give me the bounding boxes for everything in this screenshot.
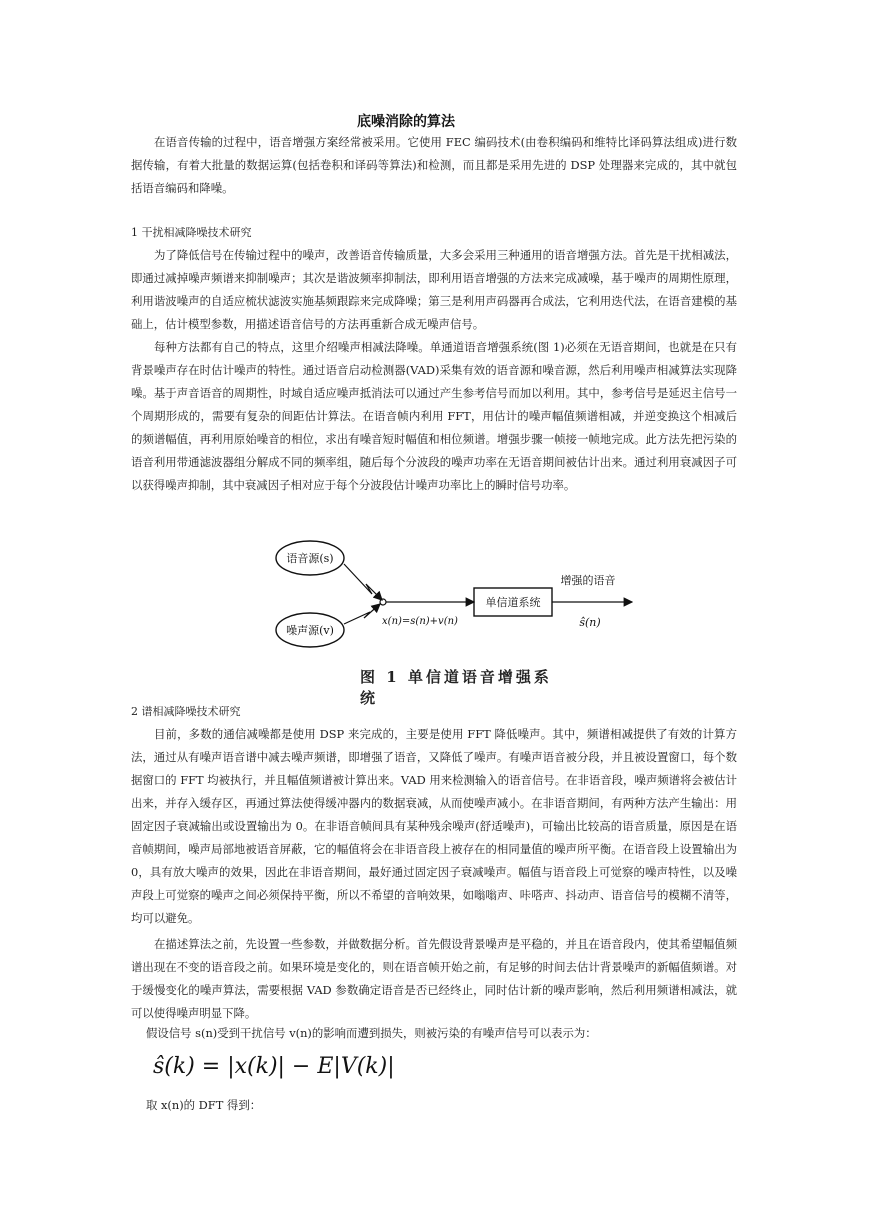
- speech-source-label: 语音源(s): [286, 552, 334, 565]
- document-title: 底噪消除的算法: [357, 114, 455, 130]
- intro-paragraph: 在语音传输的过程中，语音增强方案经常被采用。它使用 FEC 编码技术(由卷积编码和维特比译码算法组成)进行数据传输，有着大批量的数据运算(包括卷积和译码等算法)和检测，而且都是采用先进的 DSP 处理器来完成的，其中就包括语音编码和降噪。: [131, 135, 737, 195]
- section-2-paragraph-4: 取 x(n)的 DFT 得到：: [146, 1098, 262, 1112]
- section-2-paragraph-3: 假设信号 s(n)受到干扰信号 v(n)的影响而遭到损失，则被污染的有噪声信号可以表示为：: [146, 1026, 597, 1040]
- system-box-label: 单信道系统: [485, 596, 541, 609]
- section-2-paragraph-1: 目前，多数的通信减噪都是使用 DSP 来完成的，主要是使用 FFT 降低噪声。其中，频谱相减提供了有效的计算方法，通过从有噪声语音谱中减去噪声频谱，即增强了语音，又降低了噪声。有噪声语音被分段，并且被设置窗口，每个数据窗口的 FFT 均被执行，并且幅值频谱被计算出来。VAD 用来检测输入的语音信号。在非语音段，噪声频谱将会被估计出来，并存入缓存区，再通过算法使得缓冲器内的数据衰减，从而使噪声减小。在非语音期间，有两种方法产生输出：用固定因子衰减输出或设置输出为 0。在非语音帧间具有某种残余噪声(舒适噪声)，可输出比较高的语音质量，原因是在语音帧期间，噪声局部地被语音屏蔽，它的幅值将会在非语音段上被存在的相同量值的噪声所平衡。在语音段上设置输出为 0，具有放大噪声的效果，因此在非语音期间，最好通过固定因子衰减噪声。幅值与语音段上可觉察的噪声特性，以及噪声段上可觉察的噪声之间必须保持平衡，所以不希望的音响效果，如嗡嗡声、咔嗒声、抖动声、语音信号的模糊不清等，均可以避免。: [131, 727, 737, 925]
- sum-equation-label: x(n)=s(n)+v(n): [382, 616, 458, 627]
- summing-junction: [380, 599, 386, 605]
- noise-arrow: [344, 604, 380, 624]
- output-label: 增强的语音: [560, 574, 616, 587]
- output-symbol-label: ŝ(n): [579, 616, 601, 629]
- section-2-heading: 2 谱相减降噪技术研究: [131, 705, 241, 718]
- spectral-subtraction-formula: ŝ(k) = |x(k)| − E|V(k)|: [153, 1054, 395, 1079]
- section-1-heading: 1 干扰相减降噪技术研究: [131, 226, 252, 239]
- section-2-paragraph-2: 在描述算法之前，先设置一些参数，并做数据分析。首先假设背景噪声是平稳的，并且在语音段内，使其希望幅值频谱出现在不变的语音段之前。如果环境是变化的，则在语音帧开始之前，有足够的时间去估计背景噪声的新幅值频谱。对于缓慢变化的噪声算法，需要根据 VAD 参数确定语音是否已经终止，同时估计新的噪声影响，然后利用频谱相减法，就可以使得噪声明显下降。: [131, 937, 737, 1020]
- section-1-paragraph-2: 每种方法都有自己的特点，这里介绍噪声相减法降噪。单通道语音增强系统(图 1)必须在无语音期间，也就是在只有背景噪声存在时估计噪声的特性。通过语音启动检测器(VAD)采集有效的语音源和噪音源，然后利用噪声相减算法实现降噪。基于声音语音的周期性，时域自适应噪声抵消法可以通过产生参考信号而加以利用。其中，参考信号是延迟主信号一个周期形成的，需要有复杂的间距估计算法。在语音帧内利用 FFT，用估计的噪声幅值频谱相减，并逆变换这个相减后的频谱幅值，再利用原始噪音的相位，求出有噪音短时幅值和相位频谱。增强步骤一帧接一帧地完成。此方法先把污染的语音利用带通滤波器组分解成不同的频率组，随后每个分波段的噪声功率在无语音期间被估计出来。通过利用衰减因子可以获得噪声抑制，其中衰减因子相对应于每个分波段估计噪声功率比上的瞬时信号功率。: [131, 340, 737, 492]
- speech-arrow: [344, 564, 382, 600]
- figure-caption: 图 1 单信道语音增强系统: [360, 668, 552, 707]
- noise-source-label: 噪声源(v): [286, 624, 334, 637]
- section-1-paragraph-1: 为了降低信号在传输过程中的噪声，改善语音传输质量，大多会采用三种通用的语音增强方法。首先是干扰相减法，即通过减掉噪声频谱来抑制噪声；其次是谐波频率抑制法，即利用语音增强的方法来完成减噪，基于噪声的周期性原理，利用谐波噪声的自适应梳状滤波实施基频跟踪来完成降噪；第三是利用声码器再合成法，它利用迭代法，在语音建模的基础上，估计模型参数，用描述语音信号的方法再重新合成无噪声信号。: [131, 248, 737, 331]
